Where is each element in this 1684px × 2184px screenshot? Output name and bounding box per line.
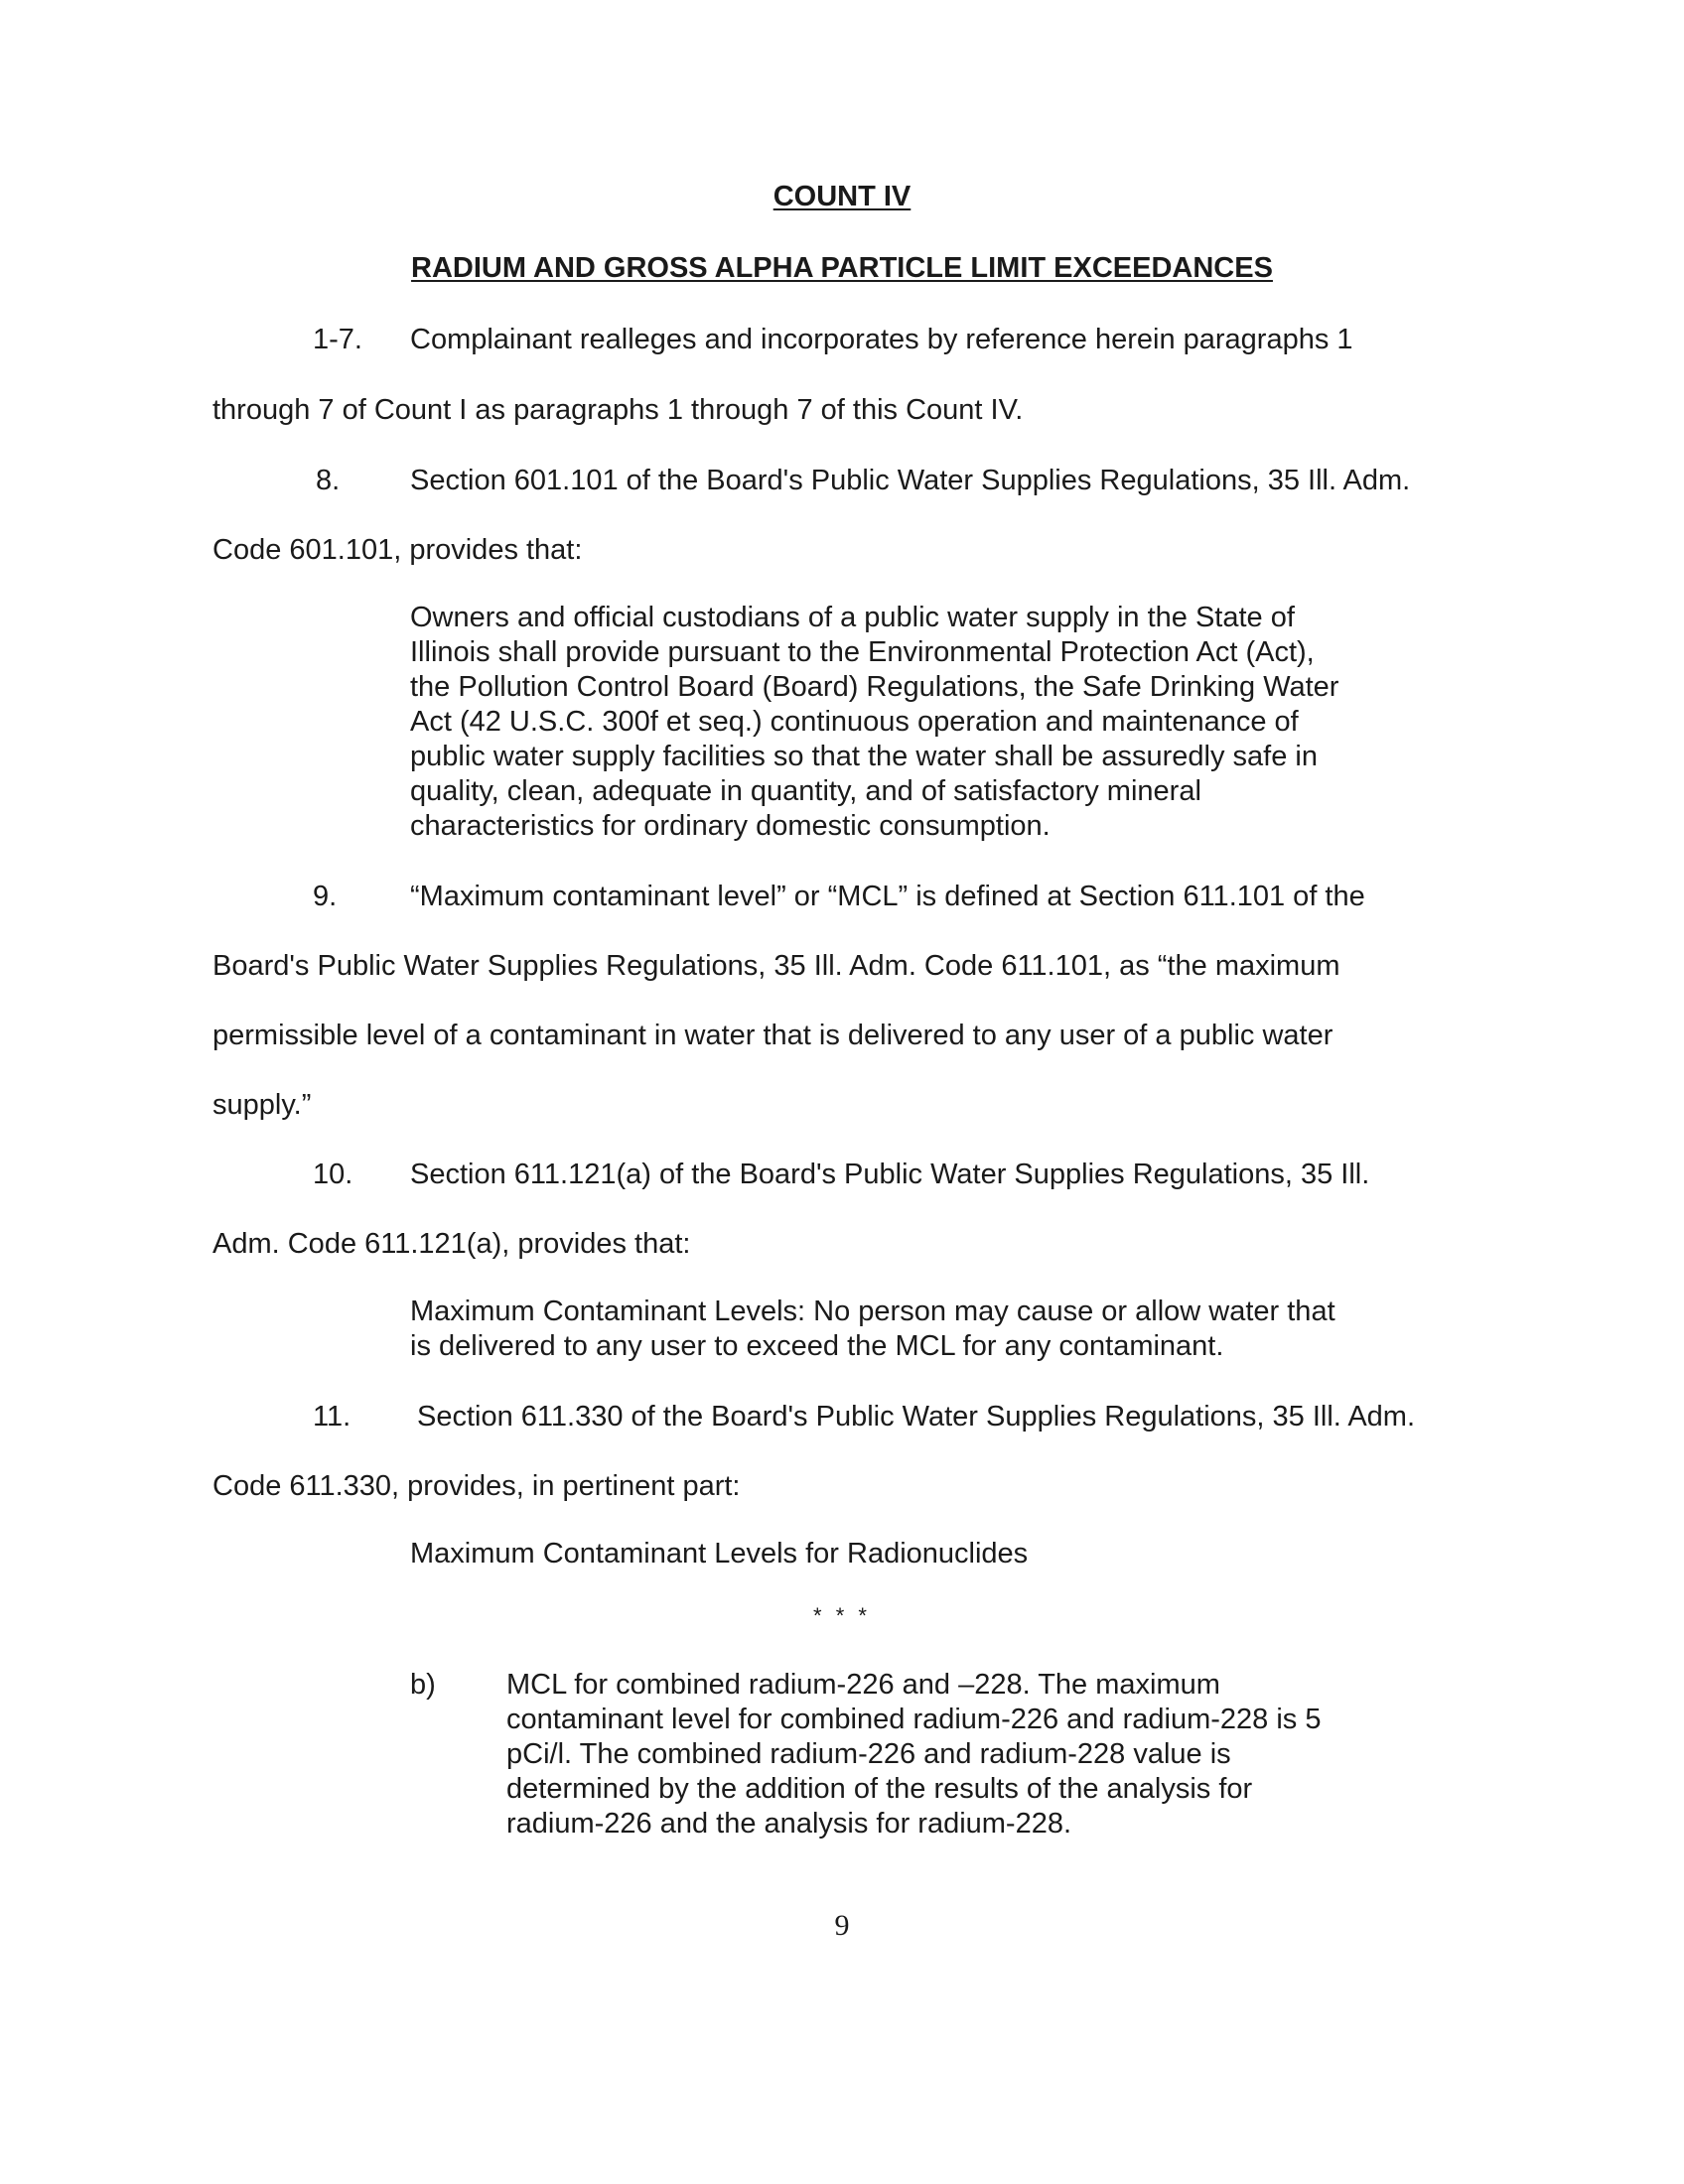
quote-line: Illinois shall provide pursuant to the Environmental Protection Act (Act), (410, 636, 1315, 668)
paragraph-text: Adm. Code 611.121(a), provides that: (212, 1228, 691, 1260)
quote-title: Maximum Contaminant Levels for Radionuclides (410, 1538, 1029, 1570)
quote-line: Maximum Contaminant Levels: No person may cause or allow water that (410, 1296, 1335, 1327)
paragraph-number: 8. (316, 465, 341, 496)
subsection-line: MCL for combined radium-226 and –228. The maximum (506, 1669, 1220, 1701)
quote-line: the Pollution Control Board (Board) Regulations, the Safe Drinking Water (410, 671, 1339, 703)
subsection-line: determined by the addition of the results of the analysis for (506, 1773, 1253, 1805)
paragraph-text: “Maximum contaminant level” or “MCL” is defined at Section 611.101 of the (410, 881, 1365, 912)
paragraph-text: Code 611.330, provides, in pertinent part: (212, 1470, 741, 1502)
paragraph-number: 10. (313, 1159, 353, 1190)
paragraph-text: through 7 of Count I as paragraphs 1 through 7 of this Count IV. (212, 394, 1024, 426)
paragraph-text: Section 601.101 of the Board's Public Water Supplies Regulations, 35 Ill. Adm. (410, 465, 1411, 496)
paragraph-text: Section 611.330 of the Board's Public Water Supplies Regulations, 35 Ill. Adm. (417, 1401, 1416, 1433)
quote-line: quality, clean, adequate in quantity, and of satisfactory mineral (410, 775, 1201, 807)
paragraph-number: 1-7. (313, 324, 362, 355)
paragraph-text: Board's Public Water Supplies Regulations, 35 Ill. Adm. Code 611.101, as “the maximum (212, 950, 1340, 982)
paragraph-text: permissible level of a contaminant in water that is delivered to any user of a public water (212, 1020, 1333, 1051)
paragraph-number: 11. (313, 1401, 351, 1433)
paragraph-text: supply.” (212, 1089, 312, 1121)
quote-line: is delivered to any user to exceed the MCL for any contaminant. (410, 1330, 1224, 1362)
quote-line: Act (42 U.S.C. 300f et seq.) continuous operation and maintenance of (410, 706, 1299, 738)
paragraph-text: Section 611.121(a) of the Board's Public Water Supplies Regulations, 35 Ill. (410, 1159, 1370, 1190)
paragraph-text: Code 601.101, provides that: (212, 534, 583, 566)
subsection-line: pCi/l. The combined radium-226 and radium-228 value is (506, 1738, 1231, 1770)
paragraph-text: Complainant realleges and incorporates by reference herein paragraphs 1 (410, 324, 1353, 355)
subsection-label: b) (410, 1669, 436, 1701)
subsection-line: contaminant level for combined radium-226 and radium-228 is 5 (506, 1704, 1322, 1735)
page-number: 9 (834, 1909, 850, 1942)
quote-line: characteristics for ordinary domestic consumption. (410, 810, 1051, 842)
quote-line: Owners and official custodians of a public water supply in the State of (410, 602, 1295, 633)
count-title: RADIUM AND GROSS ALPHA PARTICLE LIMIT EXCEEDANCES (411, 252, 1273, 284)
subsection-line: radium-226 and the analysis for radium-228. (506, 1808, 1072, 1840)
quote-line: public water supply facilities so that the water shall be assuredly safe in (410, 741, 1318, 772)
paragraph-number: 9. (313, 881, 338, 912)
ellipsis-asterisks: * * * (813, 1603, 871, 1628)
count-heading: COUNT IV (772, 181, 912, 212)
